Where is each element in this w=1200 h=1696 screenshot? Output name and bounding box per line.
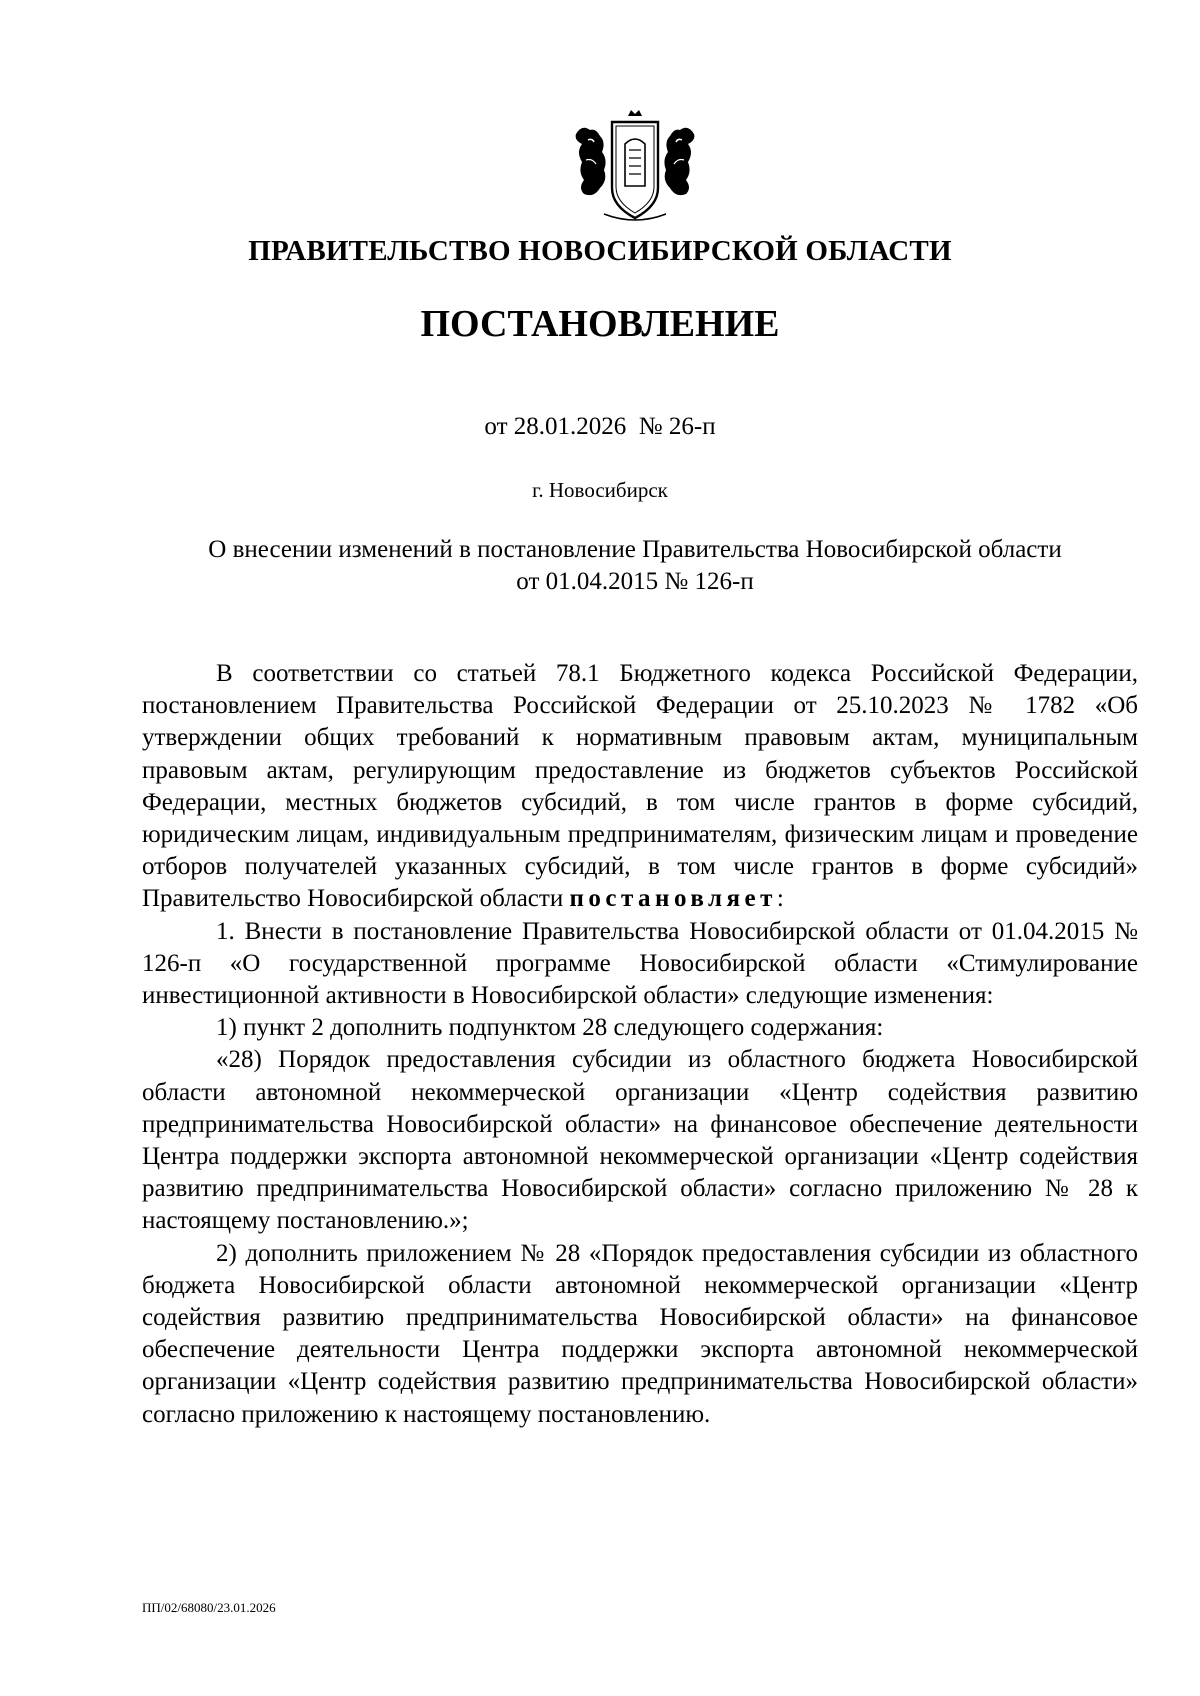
document-city: г. Новосибирск bbox=[532, 478, 668, 502]
coat-of-arms-icon bbox=[568, 110, 702, 228]
subject-line-2: от 01.04.2015 № 126-п bbox=[516, 568, 754, 595]
preamble-paragraph bbox=[142, 658, 1138, 916]
document-body bbox=[142, 658, 1138, 1431]
subject-line-1: О внесении изменений в постановление Правительства Новосибирской области bbox=[208, 536, 1062, 563]
document-type-heading: ПОСТАНОВЛЕНИЕ bbox=[420, 303, 780, 345]
decree-colon: : bbox=[776, 885, 784, 913]
organization-title: ПРАВИТЕЛЬСТВО НОВОСИБИРСКОЙ ОБЛАСТИ bbox=[248, 235, 952, 267]
footer-document-code: ПП/02/68080/23.01.2026 bbox=[142, 1600, 276, 1615]
document-subject bbox=[140, 534, 1130, 598]
item-1-1-paragraph: 1) пункт 2 дополнить подпунктом 28 следующего содержания: bbox=[216, 1014, 884, 1042]
item-1-paragraph: 1. Внести в постановление Правительства Новосибирской области от 01.04.2015 № 126-п «О государственной программе Новосибирской области «Стимулирование инвестиционной активности в Новосибирской области» следующие изменения: bbox=[142, 917, 1138, 1010]
document-date-number: от 28.01.2026 № 26-п bbox=[484, 413, 716, 440]
item-1-1-text-paragraph: «28) Порядок предоставления субсидии из областного бюджета Новосибирской области автономной некоммерческой организации «Центр содействия развитию предпринимательства Новосибирской области» на финансовое обеспечение деятельности Центра поддержки экспорта автономной некоммерческой организации «Центр содействия развитию предпринимательства Новосибирской области» согласно приложению № 28 к настоящему постановлению.»; bbox=[142, 1046, 1138, 1235]
item-1-2-paragraph: 2) дополнить приложением № 28 «Порядок предоставления субсидии из областного бюджета Новосибирской области автономной некоммерческой организации «Центр содействия развитию предпринимательства Новосибирской области» на финансовое обеспечение деятельности Центра поддержки экспорта автономной некоммерческой организации «Центр содействия развитию предпринимательства Новосибирской области» согласно приложению к настоящему постановлению. bbox=[142, 1239, 1138, 1428]
preamble-text: В соответствии со статьей 78.1 Бюджетного кодекса Российской Федерации, постановлением Правительства Российской Федерации от 25.10.2023 № 1782 «Об утверждении общих требований к нормативным правовым актам, муниципальным правовым актам, регулирующим предоставление из бюджетов субъектов Российской Федерации, местных бюджетов субсидий, в том числе грантов в форме субсидий, юридическим лицам, индивидуальным предпринимателям, физическим лицам и проведение отборов получателей указанных субсидий, в том числе грантов в форме субсидий» Правительство Новосибирской области bbox=[142, 660, 1138, 913]
decree-word: постановляет bbox=[569, 885, 777, 913]
